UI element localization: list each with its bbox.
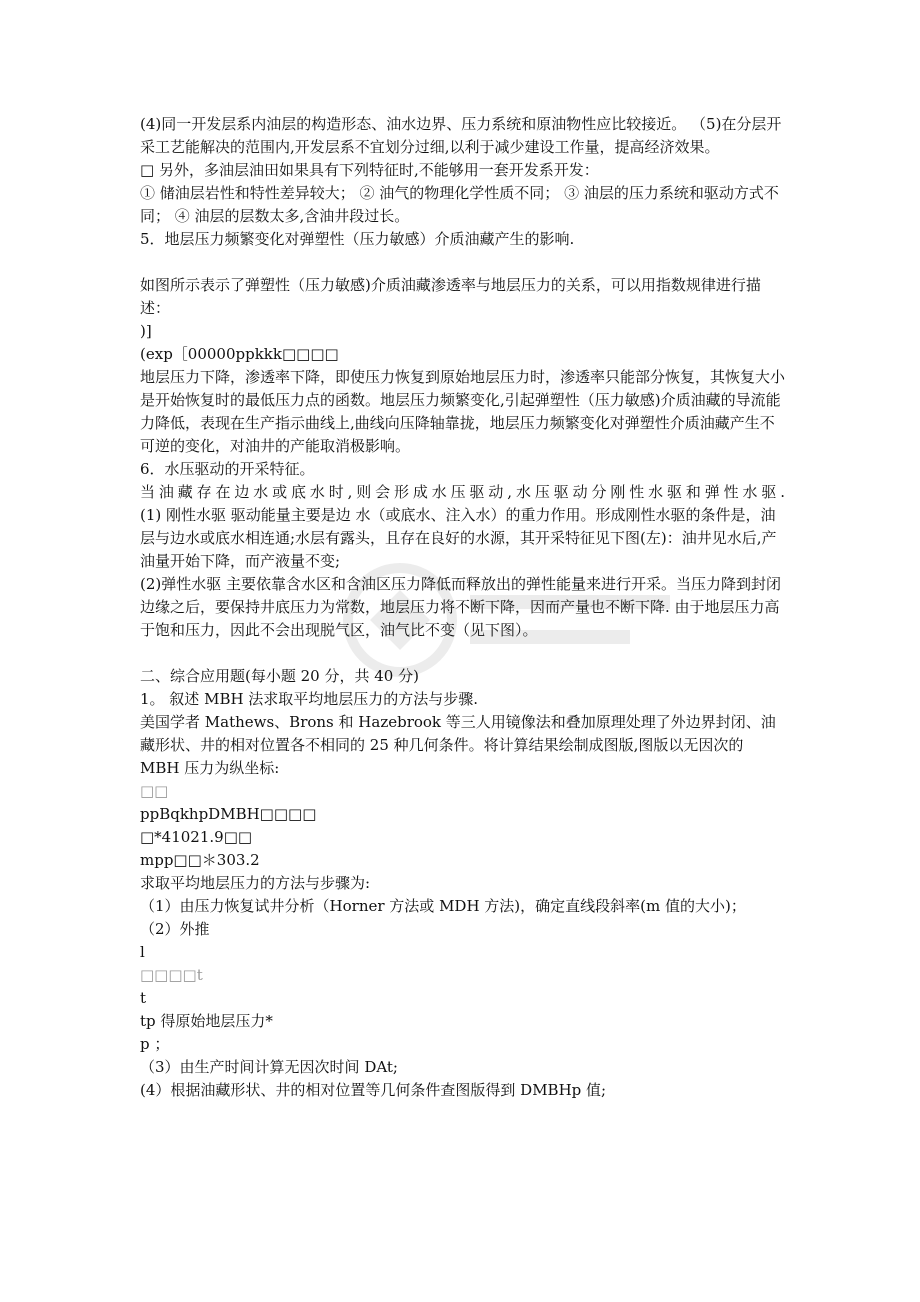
paragraph-elastic-water-drive: (2)弹性水驱 主要依靠含水区和含油区压力降低而释放出的弹性能量来进行开采。当压力降到封闭边缘之后，要保持井底压力为常数，地层压力将不断下降，因而产量也不断下降. 由于地层压力高于饱和压力，因此不会出现脱气区，油气比不变（见下图）。 <box>140 575 782 639</box>
formula-fragment: □□ <box>140 782 169 800</box>
formula-fragment: □*41021.9□□ <box>140 828 253 846</box>
heading-section-2: 二、综合应用题(每小题 20 分，共 40 分) <box>140 667 419 685</box>
heading-question-6: 6．水压驱动的开采特征。 <box>140 460 315 478</box>
paragraph-rigid-water-drive: (1) 刚性水驱 驱动能量主要是边 水（或底水、注入水）的重力作用。形成刚性水驱的条件是，油层与边水或底水相连通;水层有露头，且存在良好的水源，其开采特征见下图(左)：油井见水后,产油量开始下降，而产液量不变; <box>140 506 777 570</box>
formula-fragment: t <box>140 989 147 1007</box>
step-1: （1）由压力恢复试井分析（Horner 方法或 MDH 方法)，确定直线段斜率(m 值的大小)； <box>140 897 746 915</box>
formula-fragment: ppBqkhpDMBH□□□□ <box>140 805 317 823</box>
paragraph-multi-layer-intro: □ 另外，多油层油田如果具有下列特征时,不能够用一套开发系开发： <box>140 161 599 179</box>
heading-question-5: 5．地层压力频繁变化对弹塑性（压力敏感）介质油藏产生的影响. <box>140 230 575 248</box>
paragraph-multi-layer-features: ① 储油层岩性和特性差异较大； ② 油气的物理化学性质不同； ③ 油层的压力系统和驱动方式不同； ④ 油层的层数太多,含油井段过长。 <box>140 184 779 225</box>
step-4: (4）根据油藏形状、井的相对位置等几何条件查图版得到 DMBHp 值; <box>140 1081 607 1099</box>
heading-question-1: 1。 叙述 MBH 法求取平均地层压力的方法与步骤. <box>140 690 479 708</box>
formula-fragment: l <box>140 943 145 961</box>
formula-fragment: mpp□□＊303.2 <box>140 851 260 869</box>
paragraph-mbh-background: 美国学者 Mathews、Brons 和 Hazebrook 等三人用镜像法和叠加原理处理了外边界封闭、油藏形状、井的相对位置各不相同的 25 种几何条件。将计算结果绘制成图版,图版以无因次的 MBH 压力为纵坐标: <box>140 713 776 777</box>
step-3: （3）由生产时间计算无因次时间 DAt; <box>140 1058 398 1076</box>
step-2: （2）外推 <box>140 920 210 938</box>
formula-fragment: p ； <box>140 1035 170 1053</box>
paragraph-steps-intro: 求取平均地层压力的方法与步骤为: <box>140 874 371 892</box>
formula-fragment: )] <box>140 322 152 340</box>
paragraph-permeability-relation: 如图所示表示了弹塑性（压力敏感)介质油藏渗透率与地层压力的关系，可以用指数规律进行描述： <box>140 276 761 317</box>
blank-line <box>140 642 785 665</box>
formula-fragment: (exp［00000ppkkk□□□□ <box>140 345 339 363</box>
paragraph-water-drive-intro: 当油藏存在边水或底水时,则会形成水压驱动,水压驱动分刚性水驱和弹性水驱. <box>140 483 785 501</box>
blank-line <box>140 251 785 274</box>
paragraph-layer-principles: (4)同一开发层系内油层的构造形态、油水边界、压力系统和原油物性应比较接近。 （5)在分层开采工艺能解决的范围内,开发层系不宜划分过细,以利于减少建设工作量，提高经济效果。 <box>140 115 782 156</box>
formula-fragment: □□□□t <box>140 966 203 984</box>
document-body <box>140 113 785 1102</box>
formula-fragment: tp 得原始地层压力* <box>140 1012 273 1030</box>
paragraph-pressure-effects: 地层压力下降，渗透率下降，即使压力恢复到原始地层压力时，渗透率只能部分恢复，其恢复大小是开始恢复时的最低压力点的函数。地层压力频繁变化,引起弹塑性（压力敏感)介质油藏的导流能力降低，表现在生产指示曲线上,曲线向压降轴靠拢，地层压力频繁变化对弹塑性介质油藏产生不可逆的变化，对油井的产能取消极影响。 <box>140 368 786 455</box>
